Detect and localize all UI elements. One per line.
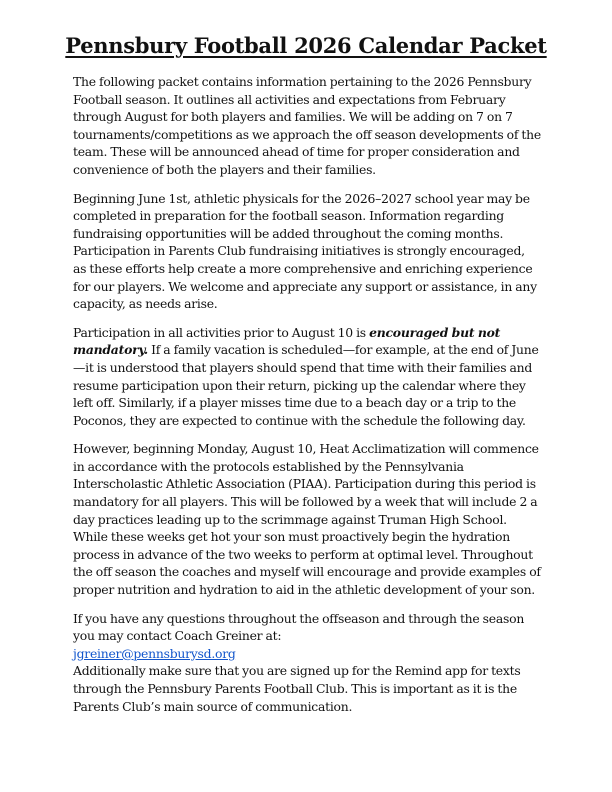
contact-email-link[interactable]: jgreiner@pennsburysd.org xyxy=(73,645,236,661)
physicals-paragraph: Beginning June 1st, athletic physicals for the 2026–2027 school year may be completed in preparation for the football season. Information regarding fundraising opportunities will be added throughout the coming months. Participation in Parents Club fundraising initiatives is strongly encouraged, as these efforts help create a more comprehensive and enriching experience for our players. We welcome and appreciate any support or assistance, in any capacity, as needs arise. xyxy=(73,190,537,312)
page-title xyxy=(0,33,612,59)
participation-paragraph xyxy=(73,324,541,430)
page-title-text: Pennsbury Football 2026 Calendar Packet xyxy=(65,33,547,58)
participation-emphasis: encouraged but not mandatory. xyxy=(73,324,501,358)
intro-paragraph: The following packet contains information pertaining to the 2026 Pennsbury Football season. It outlines all activities and expectations from February through August for both players and families. We will be adding on 7 on 7 tournaments/competitions as we approach the off season developments of the team. These will be announced ahead of time for proper consideration and convenience of both the players and their families. xyxy=(73,74,541,177)
contact-paragraph: If you have any questions throughout the offseason and through the season you may contact Coach Greiner at: xyxy=(73,610,525,644)
document-body xyxy=(73,73,541,715)
contact-email-line xyxy=(73,645,541,663)
participation-rest: If a family vacation is scheduled—for example, at the end of June—it is understood that players should spend that time with their families and resume participation upon their return, picking up the calendar where they left off. Similarly, if a player misses time due to a beach day or a trip to the Poconos, they are expected to continue with the schedule the following day. xyxy=(73,342,539,428)
participation-lead: Participation in all activities prior to August 10 is xyxy=(73,324,370,340)
closing-paragraph: Additionally make sure that you are signed up for the Remind app for texts through the Pennsbury Parents Football Club. This is important as it is the Parents Club’s main source of communication. xyxy=(73,663,521,714)
heat-acclimatization-paragraph: However, beginning Monday, August 10, Heat Acclimatization will commence in accordance with the protocols established by the Pennsylvania Interscholastic Athletic Association (PIAA). Participation during this period is mandatory for all players. This will be followed by a week that will include 2 a day practices leading up to the scrimmage against Truman High School. While these weeks get hot your son must proactively begin the hydration process in advance of the two weeks to perform at optimal level. Throughout the off season the coaches and myself will encourage and provide examples of proper nutrition and hydration to aid in the athletic development of your son. xyxy=(73,441,541,598)
